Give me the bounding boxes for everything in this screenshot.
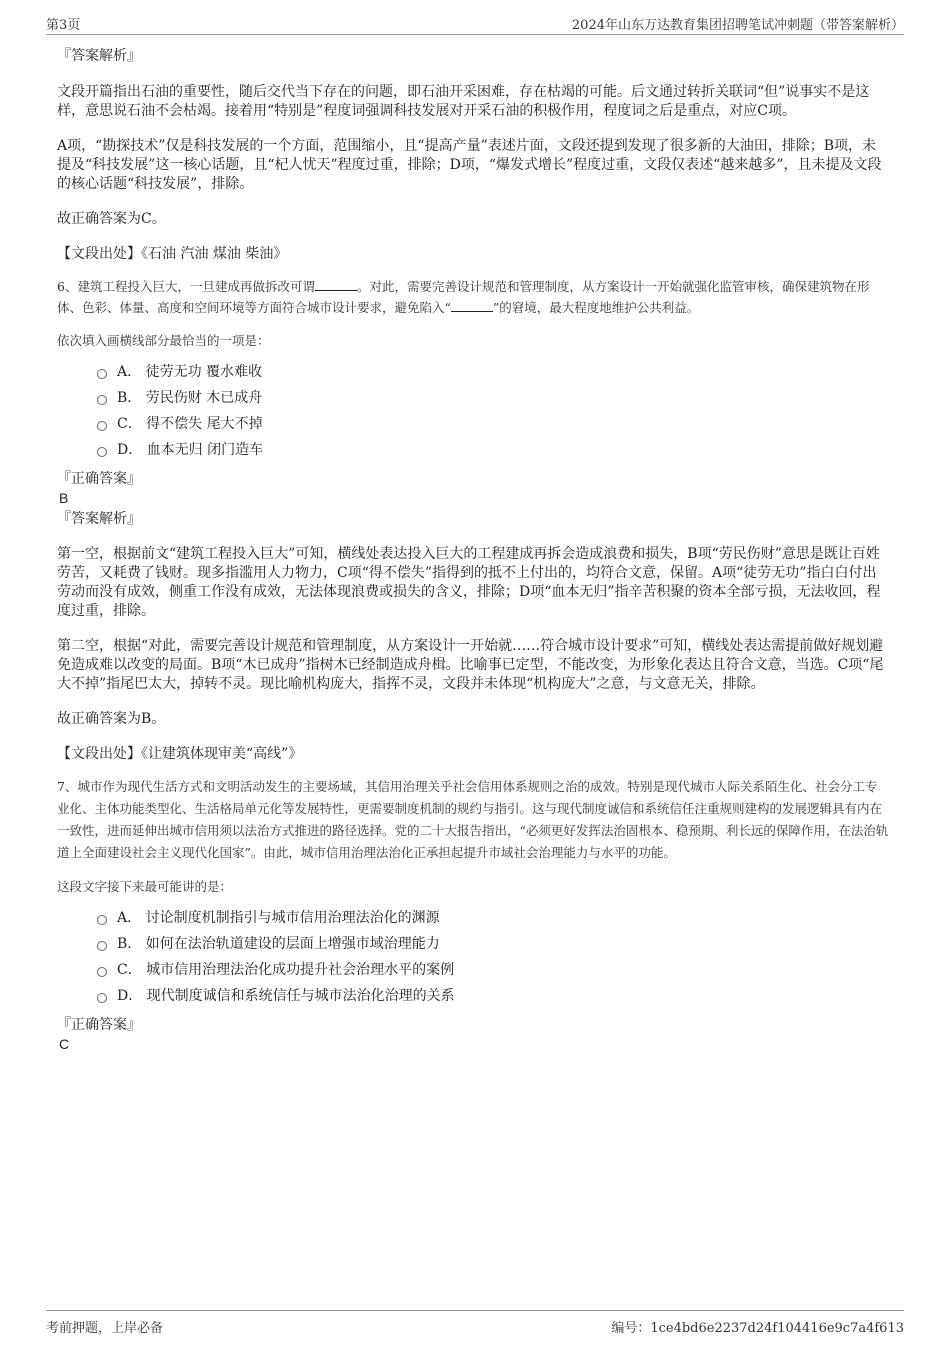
q7-option-b[interactable]: B． 如何在法治轨道建设的层面上增强市域治理能力 <box>97 931 889 957</box>
q5-analysis-label: 『答案解析』 <box>57 48 141 64</box>
q7-option-c[interactable]: C． 城市信用治理法治化成功提升社会治理水平的案例 <box>97 957 889 983</box>
q6-conclusion: 故正确答案为B。 <box>57 711 166 727</box>
footer-slogan: 考前押题，上岸必备 <box>46 1321 164 1336</box>
radio-icon[interactable] <box>97 421 107 431</box>
radio-icon[interactable] <box>97 395 107 405</box>
q6-stem: 6、建筑工程投入巨大，一旦建成再做拆改可谓 。对此，需要完善设计规范和管理制度，从方案设计一开始就强化监管审核，确保建筑物在形体、色彩、体量、高度和空间环境等方面符合城市设计要求，避免陷入“ ”的窘境，最大程度地维护公共利益。 <box>57 279 870 315</box>
page-content <box>57 44 889 1053</box>
q6-analysis-p1: 第一空，根据前文“建筑工程投入巨大”可知，横线处表达投入巨大的工程建成再拆会造成浪费和损失，B项“劳民伤财”意思是既让百姓劳苦，又耗费了钱财。现多指滥用人力物力，C项“得不偿失”指得到的抵不上付出的，均符合文意，保留。A项“徒劳无功”指白白付出劳动而没有成效，侧重工作没有成效，无法体现浪费或损失的含义，排除；D项“血本无归”指辛苦积聚的资本全部亏损，无法收回，程度过重，排除。 <box>57 546 881 619</box>
q7-option-d[interactable]: D． 现代制度诚信和系统信任与城市法治化治理的关系 <box>97 983 889 1009</box>
q7-options <box>57 905 889 1009</box>
q6-correct-answer: B <box>59 490 69 506</box>
q6-analysis-p2: 第二空，根据“对此，需要完善设计规范和管理制度，从方案设计一开始就……符合城市设计要求”可知，横线处表达需提前做好规划避免造成难以改变的局面。B项“木已成舟”指树木已经制造成舟楫。比喻事已定型，不能改变，为形象化表达且符合文意，当选。C项“尾大不掉”指尾巴太大，掉转不灵。现比喻机构庞大，指挥不灵，文段并未体现“机构庞大”之意，与文意无关，排除。 <box>57 638 884 692</box>
q6-options <box>57 359 889 463</box>
q7-option-a[interactable]: A． 讨论制度机制指引与城市信用治理法治化的渊源 <box>97 905 889 931</box>
q7-correct-label: 『正确答案』 <box>57 1017 141 1033</box>
q6-analysis-label: 『答案解析』 <box>57 511 141 527</box>
q6-correct-label: 『正确答案』 <box>57 471 141 487</box>
q6-option-c[interactable]: C． 得不偿失 尾大不掉 <box>97 411 889 437</box>
q6-source: 【文段出处】《让建筑体现审美“高线”》 <box>57 746 303 762</box>
radio-icon[interactable] <box>97 447 107 457</box>
q5-source: 【文段出处】《石油 汽油 煤油 柴油》 <box>57 246 288 262</box>
q6-option-a[interactable]: A． 徒劳无功 覆水难收 <box>97 359 889 385</box>
q5-conclusion: 故正确答案为C。 <box>57 211 166 227</box>
q5-analysis-p1: 文段开篇指出石油的重要性，随后交代当下存在的问题，即石油开采困难，存在枯竭的可能。后文通过转折关联词“但”说事实不是这样，意思说石油不会枯竭。接着用“特别是”程度词强调科技发展对开采石油的积极作用，程度词之后是重点，对应C项。 <box>57 84 870 119</box>
radio-icon[interactable] <box>97 967 107 977</box>
page-footer <box>46 1310 904 1336</box>
page-number: 第3页 <box>46 18 81 33</box>
footer-doc-id: 编号：1ce4bd6e2237d24f104416e9c7a4f613 <box>611 1321 904 1336</box>
radio-icon[interactable] <box>97 941 107 951</box>
radio-icon[interactable] <box>97 915 107 925</box>
radio-icon[interactable] <box>97 369 107 379</box>
q7-stem: 7、城市作为现代生活方式和文明活动发生的主要场域，其信用治理关乎社会信用体系规则之治的成效。特别是现代城市人际关系陌生化、社会分工专业化、主体功能类型化、生活格局单元化等发展特性，更需要制度机制的规约与指引。这与现代制度诚信和系统信任注重规则建构的发展逻辑具有内在一致性，进而延伸出城市信用须以法治方式推进的路径选择。党的二十大报告指出，“必须更好发挥法治固根本、稳预期、利长远的保障作用，在法治轨道上全面建设社会主义现代化国家”。由此，城市信用治理法治化正承担起提升市域社会治理能力与水平的功能。 <box>57 779 889 860</box>
q6-option-d[interactable]: D． 血本无归 闭门造车 <box>97 437 889 463</box>
radio-icon[interactable] <box>97 993 107 1003</box>
q6-option-b[interactable]: B． 劳民伤财 木已成舟 <box>97 385 889 411</box>
q5-analysis-p2: A项，“勘探技术”仅是科技发展的一个方面，范围缩小，且“提高产量”表述片面，文段还提到发现了很多新的大油田，排除；B项，未提及“科技发展”这一核心话题，且“杞人忧天”程度过重，排除；D项，“爆发式增长”程度过重，文段仅表述“越来越多”，且未提及文段的核心话题“科技发展”，排除。 <box>57 138 882 192</box>
q7-correct-answer: C <box>59 1036 70 1052</box>
q6-prompt: 依次填入画横线部分最恰当的一项是： <box>57 333 270 348</box>
doc-title: 2024年山东万达教育集团招聘笔试冲刺题（带答案解析） <box>571 18 904 33</box>
q7-prompt: 这段文字接下来最可能讲的是： <box>57 879 233 894</box>
page-header <box>46 14 904 35</box>
